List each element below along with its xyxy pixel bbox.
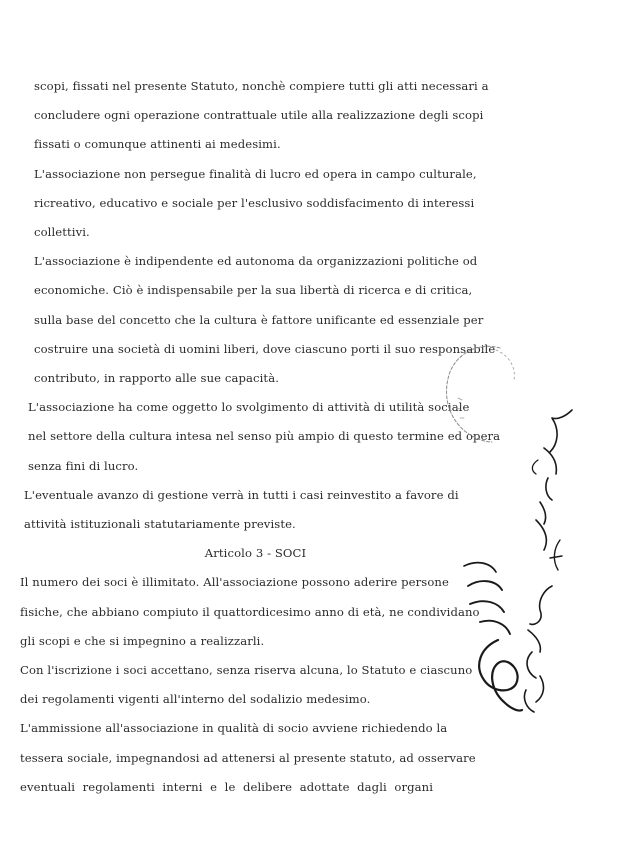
text-line: contributo, in rapporto alle sue capacità.: [34, 371, 279, 386]
text-line: attività istituzionali statutariamente previste.: [24, 517, 296, 532]
statute-text: [18, 72, 501, 802]
text-line: senza fini di lucro.: [28, 458, 139, 473]
text-line: L'associazione è indipendente ed autonoma da organizzazioni politiche od: [34, 254, 478, 269]
text-line: nel settore della cultura intesa nel senso più ampio di questo termine ed opera: [28, 429, 501, 444]
text-line: tessera sociale, impegnandosi ad attenersi al presente statuto, ad osservare: [20, 750, 476, 765]
text-line: gli scopi e che si impegnino a realizzarli.: [20, 633, 265, 648]
text-line: fisiche, che abbiano compiuto il quattordicesimo anno di età, ne condividano: [20, 604, 480, 619]
text-line: L'associazione non persegue finalità di lucro ed opera in campo culturale,: [34, 166, 477, 181]
article-heading: Articolo 3 - SOCI: [204, 546, 307, 561]
text-line: Il numero dei soci è illimitato. All'associazione possono aderire persone: [20, 575, 449, 590]
text-line: L'eventuale avanzo di gestione verrà in tutti i casi reinvestito a favore di: [24, 487, 459, 502]
text-line: L'ammissione all'associazione in qualità di socio avviene richiedendo la: [20, 721, 448, 736]
text-line: sulla base del concetto che la cultura è fattore unificante ed essenziale per: [34, 312, 484, 327]
text-line: costruire una società di uomini liberi, dove ciascuno porti il suo responsabile: [34, 341, 496, 356]
text-line: fissati o comunque attinenti ai medesimi.: [34, 137, 281, 152]
text-line: scopi, fissati nel presente Statuto, nonchè compiere tutti gli atti necessari a: [34, 79, 489, 93]
text-line: concludere ogni operazione contrattuale utile alla realizzazione degli scopi: [34, 108, 484, 123]
text-line: economiche. Ciò è indispensabile per la sua libertà di ricerca e di critica,: [34, 283, 473, 298]
text-line: dei regolamenti vigenti all'interno del sodalizio medesimo.: [20, 692, 371, 707]
signatures: [440, 390, 590, 724]
text-line: Con l'iscrizione i soci accettano, senza riserva alcuna, lo Statuto e ciascuno: [20, 663, 473, 678]
text-line: ricreativo, educativo e sociale per l'esclusivo soddisfacimento di interessi: [34, 195, 475, 210]
text-line: eventuali regolamenti interni e le delibere adottate dagli organi: [20, 779, 433, 794]
text-line: collettivi.: [34, 225, 90, 240]
text-line: L'associazione ha come oggetto lo svolgimento di attività di utilità sociale: [28, 400, 470, 415]
